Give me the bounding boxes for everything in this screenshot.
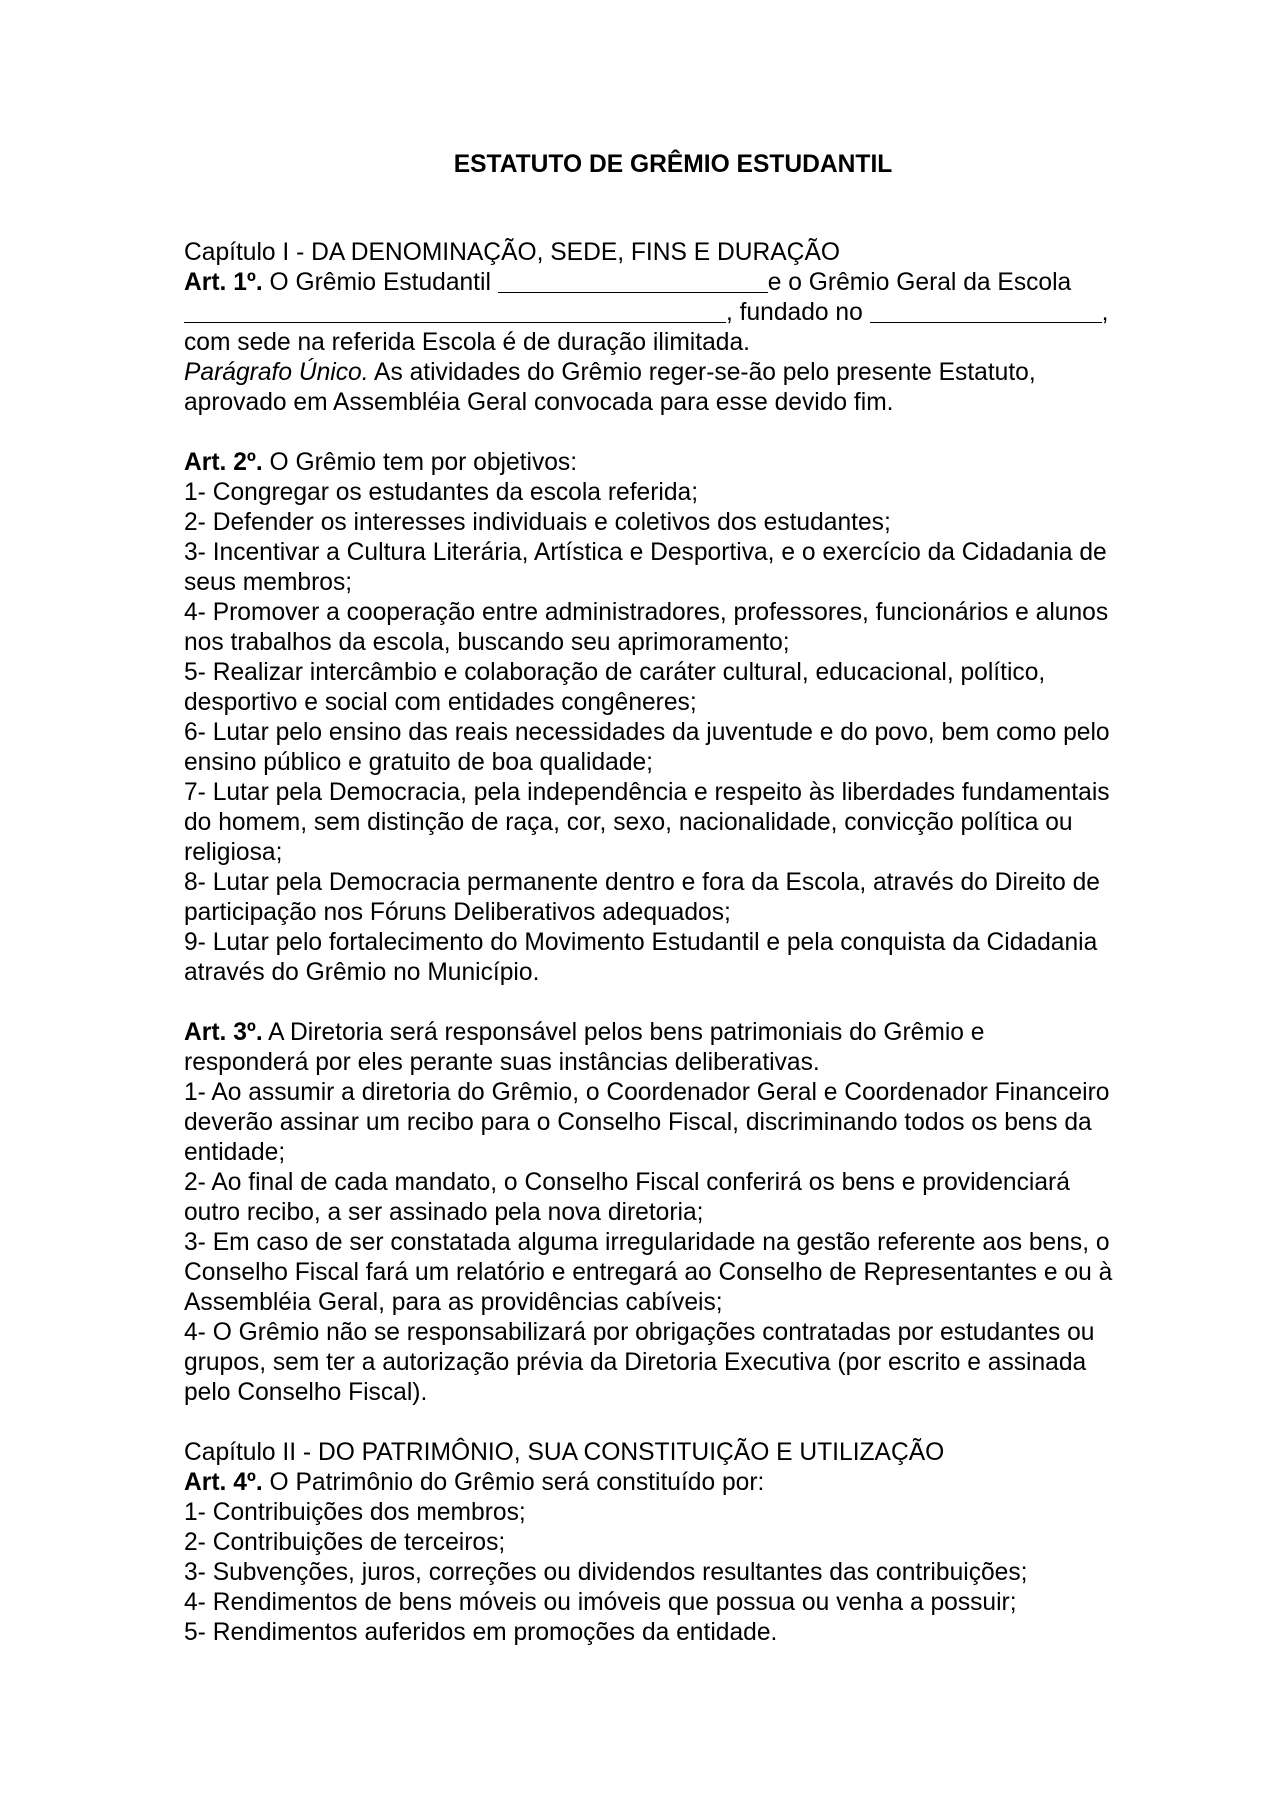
list-item: participação nos Fóruns Deliberativos adequados; — [184, 899, 731, 926]
list-item: 7- Lutar pela Democracia, pela independência e respeito às liberdades fundamentais — [184, 779, 1110, 806]
art-1-text-d: , — [1101, 299, 1109, 326]
list-item: 1- Ao assumir a diretoria do Grêmio, o Coordenador Geral e Coordenador Financeiro — [184, 1079, 1110, 1106]
list-item: responderá por eles perante suas instâncias deliberativas. — [184, 1049, 820, 1076]
blank-school-name — [184, 300, 726, 323]
list-item: Assembléia Geral, para as providências cabíveis; — [184, 1289, 723, 1316]
art-1-paragraph-line-1 — [184, 358, 1162, 388]
list-item: 1- Congregar os estudantes da escola referida; — [184, 479, 699, 506]
art-3-intro-text: A Diretoria será responsável pelos bens patrimoniais do Grêmio e — [262, 1019, 985, 1046]
list-item: 4- Rendimentos de bens móveis ou imóveis que possua ou venha a possuir; — [184, 1589, 1017, 1616]
art-2-label: Art. 2º. — [184, 449, 263, 476]
art-1-line-1 — [184, 268, 1162, 298]
list-item: religiosa; — [184, 839, 283, 866]
list-item: grupos, sem ter a autorização prévia da Diretoria Executiva (por escrito e assinada — [184, 1349, 1087, 1376]
list-item: 2- Defender os interesses individuais e coletivos dos estudantes; — [184, 509, 891, 536]
art-4-intro — [184, 1468, 1162, 1498]
list-item: entidade; — [184, 1139, 286, 1166]
list-item: 3- Em caso de ser constatada alguma irregularidade na gestão referente aos bens, o — [184, 1229, 1110, 1256]
list-item: 9- Lutar pelo fortalecimento do Movimento Estudantil e pela conquista da Cidadania — [184, 929, 1098, 956]
art-1-text-a: O Grêmio Estudantil — [262, 269, 498, 296]
art-1-text-b: e o Grêmio Geral da Escola — [767, 269, 1072, 296]
chapter-1 — [184, 238, 1162, 1408]
list-item: 2- Ao final de cada mandato, o Conselho Fiscal conferirá os bens e providenciará — [184, 1169, 1070, 1196]
art-4-label: Art. 4º. — [184, 1469, 263, 1496]
chapter-2 — [184, 1438, 1162, 1648]
blank-student-union-name — [498, 270, 768, 293]
art-3-intro — [184, 1018, 1162, 1048]
list-item: desportivo e social com entidades congêneres; — [184, 689, 697, 716]
list-item: do homem, sem distinção de raça, cor, sexo, nacionalidade, convicção política ou — [184, 809, 1073, 836]
list-item: 2- Contribuições de terceiros; — [184, 1529, 506, 1556]
document-title: ESTATUTO DE GRÊMIO ESTUDANTIL — [453, 151, 893, 178]
art-1-text-c: , fundado no — [726, 299, 870, 326]
list-item: 5- Realizar intercâmbio e colaboração de caráter cultural, educacional, político, — [184, 659, 1046, 686]
art-1-paragraph-line-2: aprovado em Assembléia Geral convocada para esse devido fim. — [184, 389, 894, 416]
list-item: deverão assinar um recibo para o Conselho Fiscal, discriminando todos os bens da — [184, 1109, 1092, 1136]
paragraph-unico-text-1: As atividades do Grêmio reger-se-ão pelo presente Estatuto, — [368, 359, 1036, 386]
list-item: Conselho Fiscal fará um relatório e entregará ao Conselho de Representantes e ou à — [184, 1259, 1113, 1286]
list-item: outro recibo, a ser assinado pela nova diretoria; — [184, 1199, 704, 1226]
list-item: pelo Conselho Fiscal). — [184, 1379, 428, 1406]
list-item: através do Grêmio no Município. — [184, 959, 540, 986]
paragraph-unico-label: Parágrafo Único. — [184, 359, 369, 386]
art-1-label: Art. 1º. — [184, 269, 263, 296]
chapter-1-heading: Capítulo I - DA DENOMINAÇÃO, SEDE, FINS E DURAÇÃO — [184, 239, 840, 266]
art-4-intro-text: O Patrimônio do Grêmio será constituído por: — [262, 1469, 765, 1496]
list-item: nos trabalhos da escola, buscando seu aprimoramento; — [184, 629, 790, 656]
list-item: 3- Incentivar a Cultura Literária, Artística e Desportiva, e o exercício da Cidadania de — [184, 539, 1107, 566]
list-item: 4- Promover a cooperação entre administradores, professores, funcionários e alunos — [184, 599, 1109, 626]
art-2-intro-text: O Grêmio tem por objetivos: — [262, 449, 578, 476]
list-item: ensino público e gratuito de boa qualidade; — [184, 749, 654, 776]
art-2-intro — [184, 448, 1162, 478]
art-1-line-2 — [184, 298, 1162, 328]
list-item: 1- Contribuições dos membros; — [184, 1499, 526, 1526]
document-page — [184, 150, 1162, 1648]
list-item: 5- Rendimentos auferidos em promoções da entidade. — [184, 1619, 778, 1646]
list-item: 6- Lutar pelo ensino das reais necessidades da juventude e do povo, bem como pelo — [184, 719, 1110, 746]
art-1-line-3: com sede na referida Escola é de duração ilimitada. — [184, 329, 750, 356]
list-item: 3- Subvenções, juros, correções ou dividendos resultantes das contribuições; — [184, 1559, 1028, 1586]
blank-founding-date — [870, 300, 1102, 323]
list-item: 8- Lutar pela Democracia permanente dentro e fora da Escola, através do Direito de — [184, 869, 1100, 896]
art-3-label: Art. 3º. — [184, 1019, 263, 1046]
chapter-2-heading: Capítulo II - DO PATRIMÔNIO, SUA CONSTITUIÇÃO E UTILIZAÇÃO — [184, 1439, 945, 1466]
list-item: 4- O Grêmio não se responsabilizará por obrigações contratadas por estudantes ou — [184, 1319, 1095, 1346]
list-item: seus membros; — [184, 569, 353, 596]
